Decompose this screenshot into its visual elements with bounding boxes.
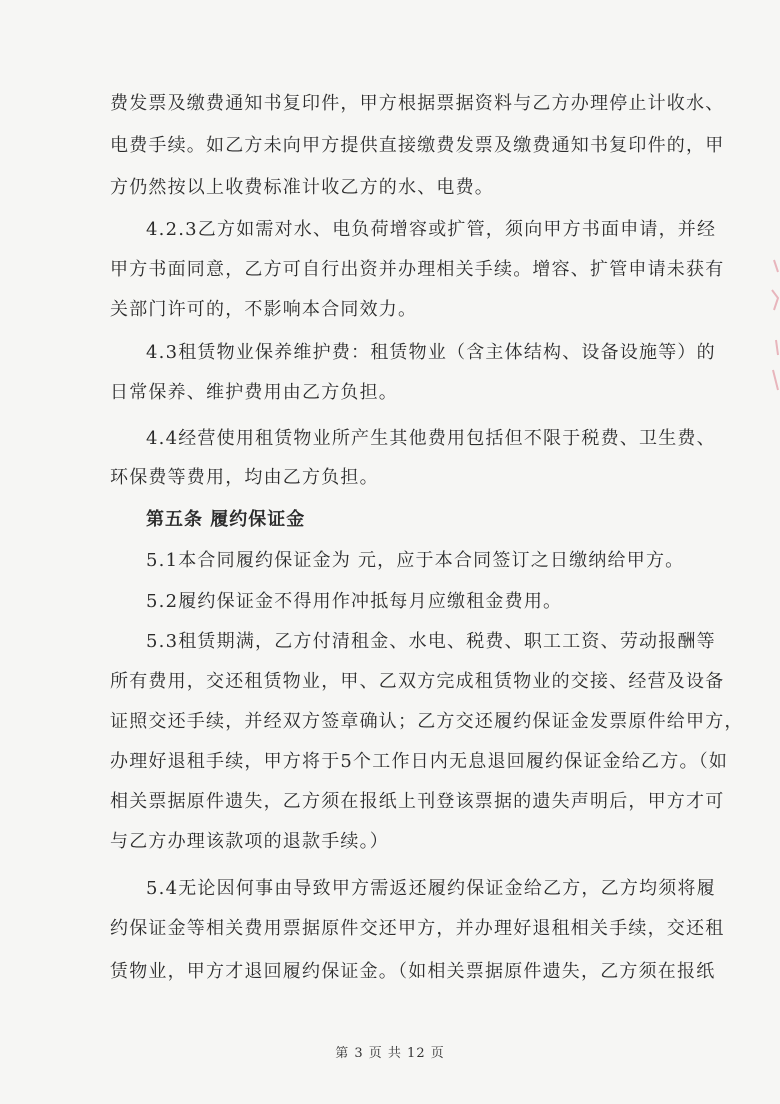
text-line: 约保证金等相关费用票据原件交还甲方，并办理好退租相关手续，交还租 — [110, 918, 725, 939]
text-line: 费发票及缴费通知书复印件，甲方根据票据资料与乙方办理停止计收水、 — [110, 93, 725, 114]
section-heading: 第五条 履约保证金 — [146, 509, 306, 530]
text-line: 与乙方办理该款项的退款手续。） — [110, 831, 389, 852]
text-line: 4.2.3乙方如需对水、电负荷增容或扩管，须向甲方书面申请，并经 — [146, 219, 717, 240]
text-line: 环保费等费用，均由乙方负担。 — [110, 467, 379, 488]
text-line: 关部门许可的，不影响本合同效力。 — [110, 299, 418, 320]
page-number: 第 3 页 共 12 页 — [335, 1046, 445, 1061]
text-line: 4.3租赁物业保养维护费：租赁物业（含主体结构、设备设施等）的 — [146, 342, 716, 363]
text-line: 相关票据原件遗失，乙方须在报纸上刊登该票据的遗失声明后，甲方才可 — [110, 791, 725, 812]
text-line: 5.4无论因何事由导致甲方需返还履约保证金给乙方，乙方均须将履 — [146, 878, 716, 899]
text-line: 5.3租赁期满，乙方付清租金、水电、税费、职工工资、劳动报酬等 — [146, 631, 716, 652]
text-line: 4.4经营使用租赁物业所产生其他费用包括但不限于税费、卫生费、 — [146, 428, 716, 449]
text-line: 日常保养、维护费用由乙方负担。 — [110, 382, 398, 403]
text-line: 方仍然按以上收费标准计收乙方的水、电费。 — [110, 177, 494, 198]
text-line: 所有费用，交还租赁物业，甲、乙双方完成租赁物业的交接、经营及设备 — [110, 671, 725, 692]
text-line: 赁物业，甲方才退回履约保证金。（如相关票据原件遗失，乙方须在报纸 — [110, 961, 716, 982]
seal-fragment-icon — [766, 250, 780, 400]
text-line: 证照交还手续，并经双方签章确认；乙方交还履约保证金发票原件给甲方， — [110, 711, 744, 732]
text-line: 甲方书面同意，乙方可自行出资并办理相关手续。增容、扩管申请未获有 — [110, 259, 725, 280]
text-line: 5.2履约保证金不得用作冲抵每月应缴租金费用。 — [146, 591, 563, 612]
text-line: 电费手续。如乙方未向甲方提供直接缴费发票及缴费通知书复印件的，甲 — [110, 135, 725, 156]
text-line: 办理好退租手续，甲方将于5个工作日内无息退回履约保证金给乙方。（如 — [110, 751, 729, 772]
text-line: 5.1本合同履约保证金为 元，应于本合同签订之日缴纳给甲方。 — [146, 550, 685, 571]
